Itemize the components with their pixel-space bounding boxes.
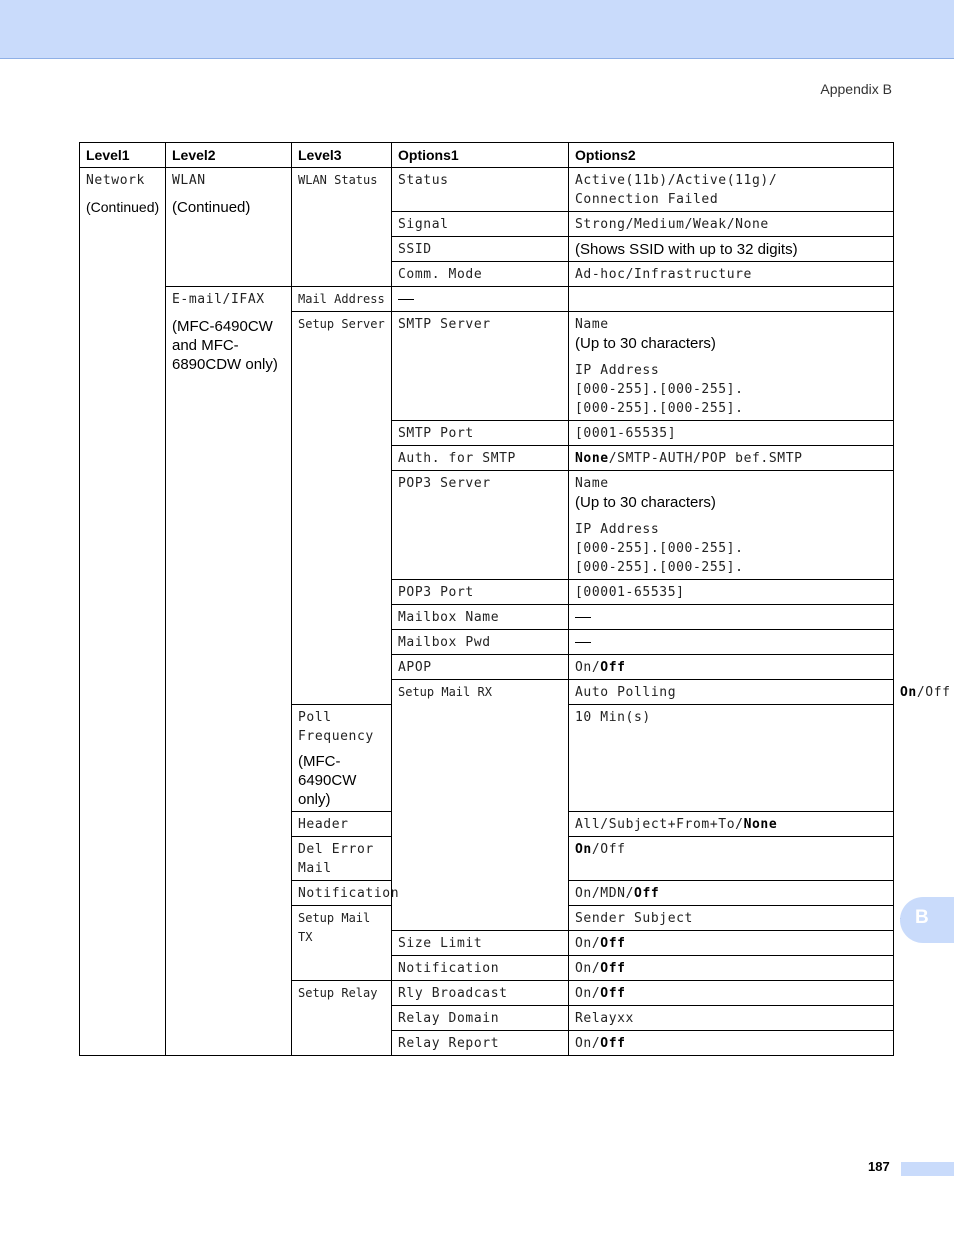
value-on: On [575,660,592,675]
rx-notification-values [569,881,894,906]
value-smtp-auth: SMTP-AUTH [617,451,693,466]
value-ip-range-1: [000-255].[000-255]. [575,382,744,397]
option-pop3-server: POP3 Server [392,471,569,580]
option-mailbox-name: Mailbox Name [392,605,569,630]
level3-setup-server: Setup Server [292,312,392,705]
level3-mail-address: Mail Address [292,287,392,312]
table-row [80,168,894,212]
header-values [569,812,894,837]
option-auto-polling: Auto Polling [569,680,894,705]
del-error-mail-values [569,837,894,881]
value-pop-bef-smtp: POP bef.SMTP [701,451,803,466]
option-header: Header [292,812,392,837]
value-adhoc: Ad-hoc [575,267,626,282]
status-values [569,168,894,212]
option-sender-subject: Sender Subject [569,906,894,931]
level2-email-name: E-mail/IFAX [172,292,265,307]
dash-mark [575,642,591,643]
mailbox-pwd-dash [569,630,894,655]
separator: / [726,217,736,232]
separator: / [591,1036,601,1051]
value-off-default: Off [600,660,626,675]
separator: / [625,217,634,232]
relay-report-values [569,1031,894,1056]
separator: / [625,267,634,282]
value-off-default: Off [600,936,626,951]
value-none-default: None [743,817,778,832]
poll-frequency-note: (MFC-6490CW only) [298,753,357,808]
option-relay-report: Relay Report [392,1031,569,1056]
option-pop3-port: POP3 Port [392,580,569,605]
mailbox-name-dash [569,605,894,630]
value-on: On [575,986,592,1001]
appendix-side-tab [900,897,954,943]
option-smtp-port: SMTP Port [392,421,569,446]
separator: / [684,217,693,232]
level2-email-note: (MFC-6490CW and MFC-6890CDW only) [172,318,278,373]
option-ssid: SSID [392,237,569,262]
col-header-options2: Options2 [569,143,894,168]
smtp-port-value: [0001-65535] [569,421,894,446]
smtp-server-values [569,312,894,421]
level2-wlan-note: (Continued) [172,199,251,216]
status-active-11g: Active(11g) [676,173,769,188]
level3-wlan-status: WLAN Status [292,168,392,287]
value-all: All [575,817,601,832]
value-on-default: On [575,842,592,857]
value-weak: Weak [693,217,727,232]
value-strong: Strong [575,217,626,232]
page-number-bar [901,1162,954,1176]
separator: / [735,817,744,832]
pop3-port-value: [00001-65535] [569,580,894,605]
separator: / [916,685,926,700]
value-ip-range-1: [000-255].[000-255]. [575,541,744,556]
value-name-note: (Up to 30 characters) [575,335,716,352]
col-header-level2: Level2 [166,143,292,168]
separator: / [667,173,677,188]
value-name: Name [575,317,609,332]
dash-mark [575,617,591,618]
value-none: None [575,451,609,466]
table-header-row [80,143,894,168]
value-medium: Medium [634,217,685,232]
side-tab-letter: B [915,907,929,928]
table-row [80,287,894,312]
value-off: Off [600,842,626,857]
top-band [0,0,954,59]
separator: / [693,451,702,466]
mail-address-empty [569,287,894,312]
value-on-default: On [900,685,917,700]
option-poll-frequency: Poll Frequency [298,710,374,744]
value-mdn: MDN [600,886,626,901]
value-off-default: Off [600,1036,626,1051]
value-off-default: Off [600,986,626,1001]
dash-mark [398,299,414,300]
value-off-default: Off [634,886,660,901]
level2-email-cell [166,287,292,1056]
level1-cell [80,168,166,1056]
option-comm-mode: Comm. Mode [392,262,569,287]
option-size-limit: Size Limit [392,931,569,956]
rly-broadcast-values [569,981,894,1006]
option-auth-for-smtp: Auth. for SMTP [392,446,569,471]
separator: / [608,451,618,466]
option-signal: Signal [392,212,569,237]
settings-menu-table [79,142,951,1056]
option-status: Status [392,168,569,212]
option-rly-broadcast: Rly Broadcast [392,981,569,1006]
level1-name: Network [86,173,145,188]
value-off: Off [925,685,951,700]
option-del-error-mail: Del Error Mail [292,837,392,881]
comm-mode-values [569,262,894,287]
signal-values [569,212,894,237]
option-mailbox-pwd: Mailbox Pwd [392,630,569,655]
value-on: On [575,1036,592,1051]
poll-frequency-value: 10 Min(s) [569,705,894,812]
page-number: 187 [868,1159,890,1174]
value-on: On [575,886,592,901]
separator: / [625,886,635,901]
separator: / [591,842,601,857]
value-name-note: (Up to 30 characters) [575,494,716,511]
mail-address-dash [392,287,569,312]
value-ip-range-2: [000-255].[000-255]. [575,401,744,416]
status-connection-failed: Connection Failed [575,192,719,207]
tx-notification-values [569,956,894,981]
separator: / [600,817,609,832]
col-header-options1: Options1 [392,143,569,168]
option-apop: APOP [392,655,569,680]
separator: / [591,986,601,1001]
option-tx-notification: Notification [392,956,569,981]
option-smtp-server: SMTP Server [392,312,569,421]
relay-domain-value: Relayxx [569,1006,894,1031]
pop3-server-values [569,471,894,580]
value-infrastructure: Infrastructure [634,267,752,282]
separator: / [591,961,601,976]
ssid-value: (Shows SSID with up to 32 digits) [569,237,894,262]
apop-values [569,655,894,680]
value-none: None [735,217,769,232]
value-ip-address: IP Address [575,522,660,537]
level3-setup-mail-tx: Setup Mail TX [292,906,392,981]
level1-note: (Continued) [86,199,160,215]
level3-setup-relay: Setup Relay [292,981,392,1056]
value-name: Name [575,476,609,491]
section-label: Appendix B [820,81,892,97]
option-relay-domain: Relay Domain [392,1006,569,1031]
level2-wlan-name: WLAN [172,173,206,188]
col-header-level3: Level3 [292,143,392,168]
status-active-11b: Active(11b) [575,173,668,188]
size-limit-values [569,931,894,956]
separator: / [591,660,601,675]
separator: / [768,173,778,188]
level3-setup-mail-rx: Setup Mail RX [392,680,569,931]
auth-values [569,446,894,471]
level2-wlan-cell [166,168,292,287]
value-ip-address: IP Address [575,363,660,378]
separator: / [591,936,601,951]
col-header-level1: Level1 [80,143,166,168]
option-poll-frequency-cell [292,705,392,812]
value-on: On [575,961,592,976]
option-rx-notification: Notification [292,881,392,906]
value-off-default: Off [600,961,626,976]
value-on: On [575,936,592,951]
value-ip-range-2: [000-255].[000-255]. [575,560,744,575]
value-subject-from-to: Subject+From+To [608,817,736,832]
separator: / [591,886,601,901]
